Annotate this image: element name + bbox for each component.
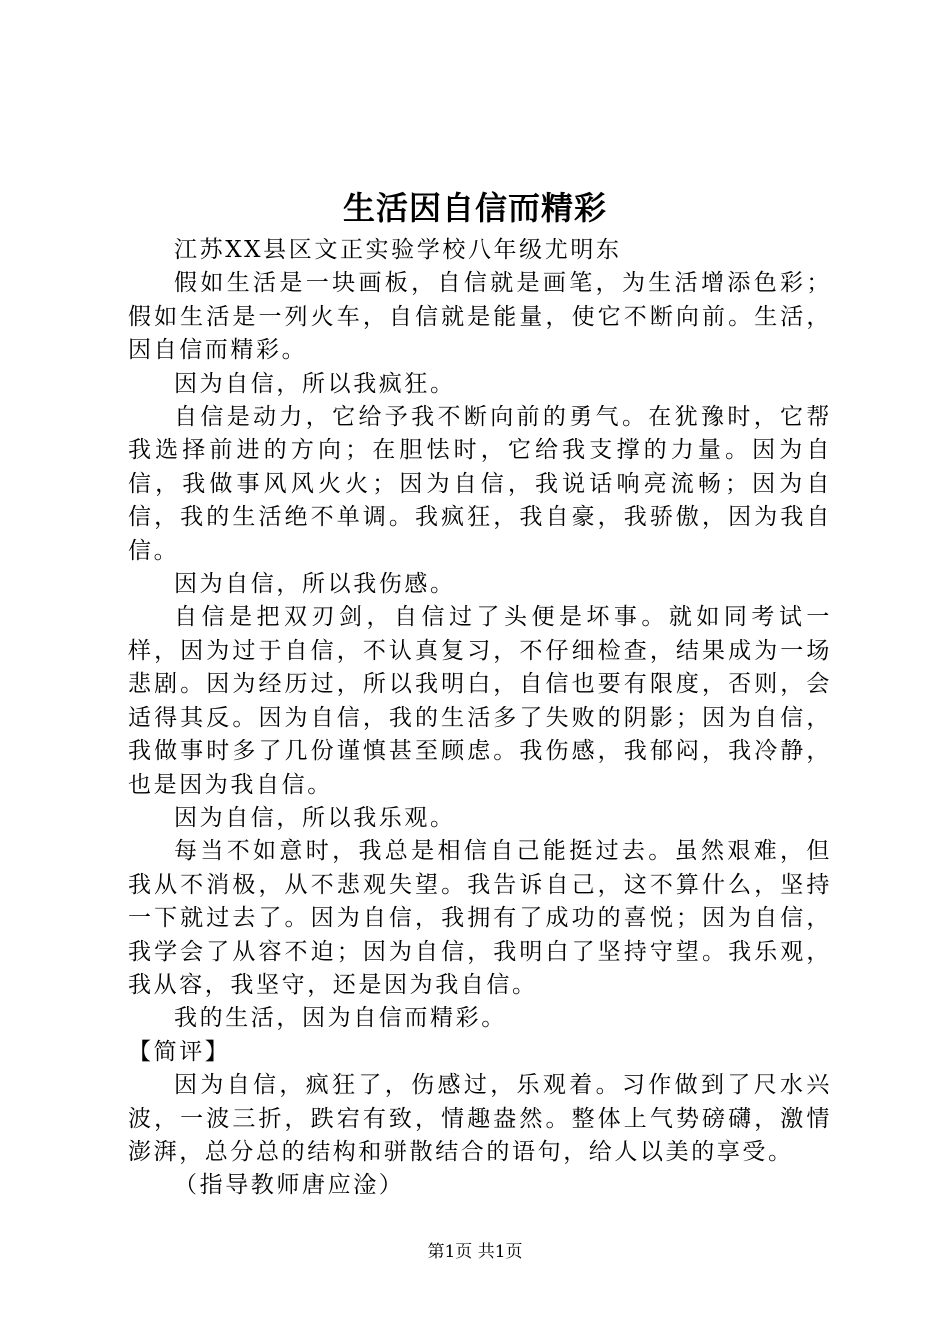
review-text: 因为自信，疯狂了，伤感过，乐观着。习作做到了尺水兴波，一波三折，跌宕有致，情趣盎然。整体上气势磅礴，激情澎湃，总分总的结构和骈散结合的语句，给人以美的享受。 — [128, 1072, 832, 1165]
review-heading: 【简评】 — [128, 1038, 231, 1065]
document-body — [128, 234, 832, 1203]
teacher-credit: （指导教师唐应淦） — [174, 1172, 405, 1199]
paragraph: 因为自信，所以我乐观。 — [174, 804, 456, 831]
paragraph: 因为自信，所以我疯狂。 — [174, 370, 456, 397]
paragraph: 每当不如意时，我总是相信自己能挺过去。虽然艰难，但我从不消极，从不悲观失望。我告诉自己，这不算什么，坚持一下就过去了。因为自信，我拥有了成功的喜悦；因为自信，我学会了从容不迫；因为自信，我明白了坚持守望。我乐观，我从容，我坚守，还是因为我自信。 — [128, 838, 832, 998]
paragraph: 自信是动力，它给予我不断向前的勇气。在犹豫时，它帮我选择前进的方向；在胆怯时，它给我支撑的力量。因为自信，我做事风风火火；因为自信，我说话响亮流畅；因为自信，我的生活绝不单调。我疯狂，我自豪，我骄傲，因为我自信。 — [128, 404, 832, 564]
paragraph: 自信是把双刃剑，自信过了头便是坏事。就如同考试一样，因为过于自信，不认真复习，不仔细检查，结果成为一场悲剧。因为经历过，所以我明白，自信也要有限度，否则，会适得其反。因为自信，我的生活多了失败的阴影；因为自信，我做事时多了几份谨慎甚至顾虑。我伤感，我郁闷，我冷静，也是因为我自信。 — [128, 604, 832, 798]
document-title: 生活因自信而精彩 — [342, 189, 607, 227]
paragraph: 假如生活是一块画板，自信就是画笔，为生活增添色彩；假如生活是一列火车，自信就是能量，使它不断向前。生活，因自信而精彩。 — [128, 270, 832, 364]
author-line: 江苏XX县区文正实验学校八年级尤明东 — [174, 237, 622, 263]
page-footer: 第1页 共1页 — [427, 1242, 523, 1262]
paragraph: 我的生活，因为自信而精彩。 — [174, 1005, 507, 1032]
paragraph: 因为自信，所以我伤感。 — [174, 571, 456, 598]
